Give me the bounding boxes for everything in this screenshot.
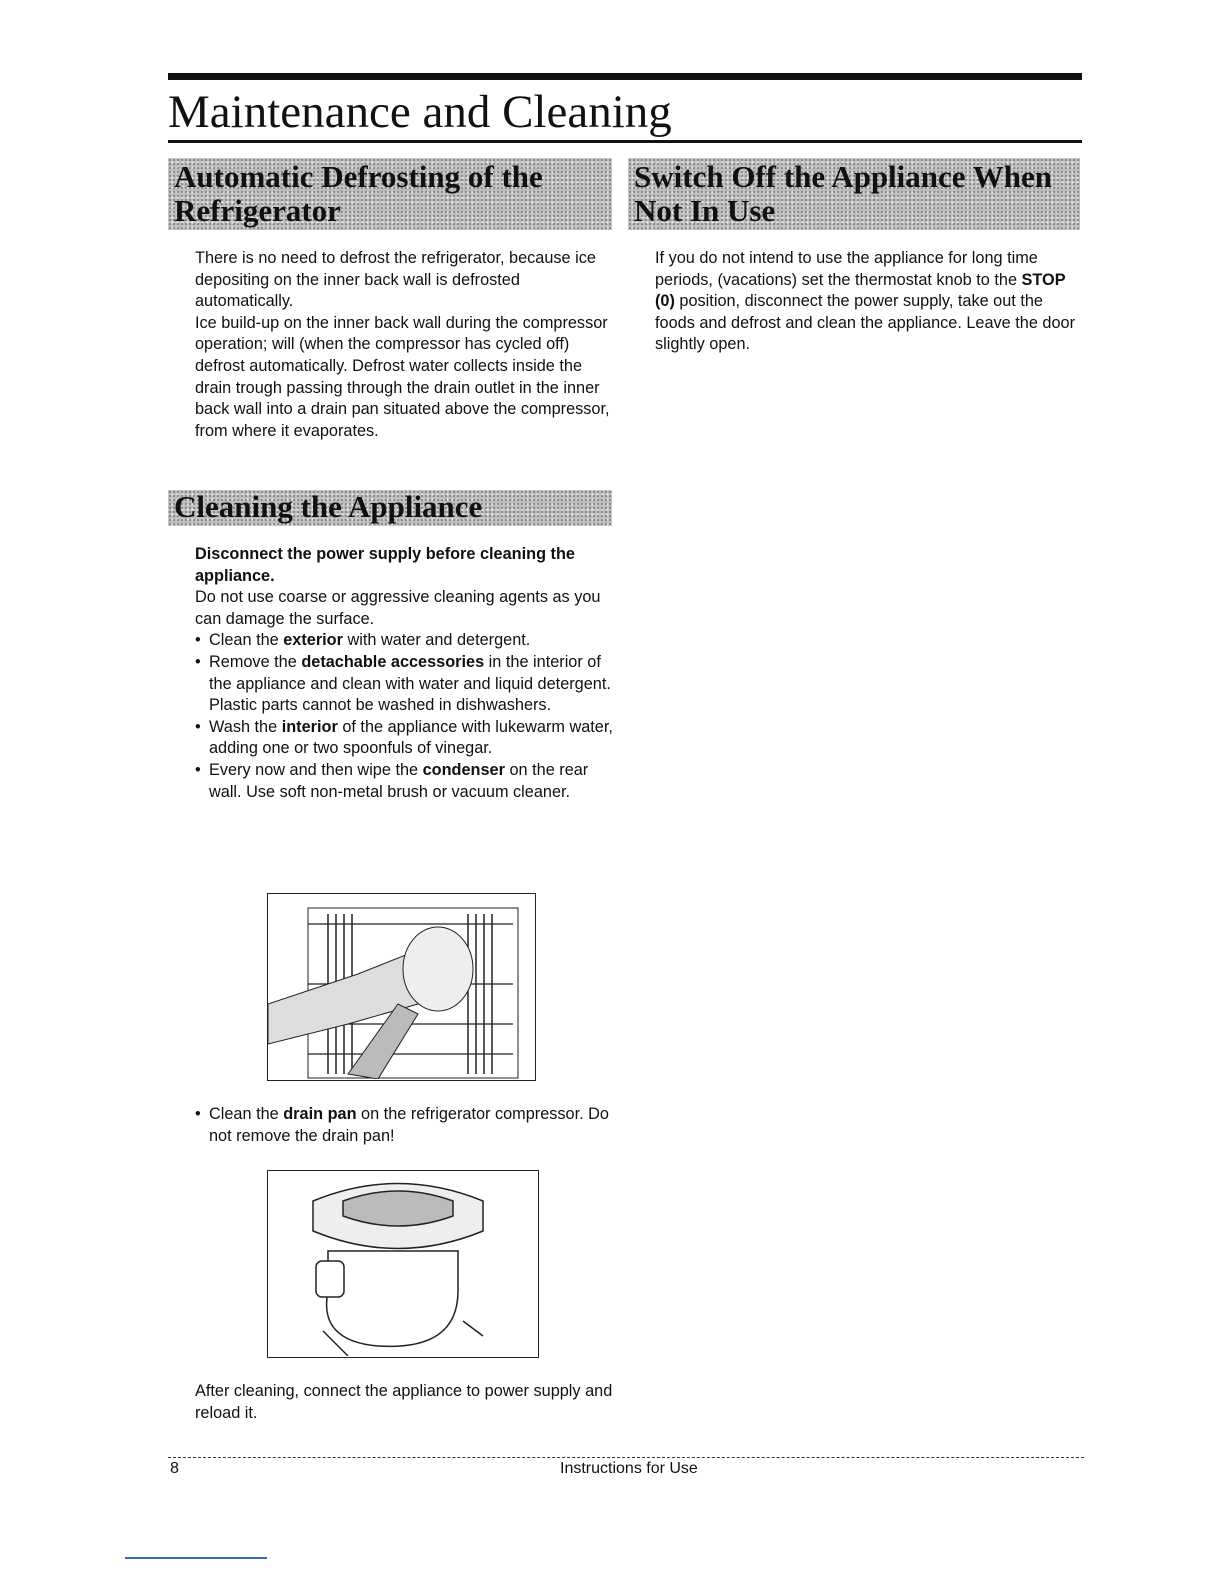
footer-label: Instructions for Use <box>560 1460 698 1477</box>
defrost-text <box>195 248 615 442</box>
text: detachable accessories <box>301 652 485 671</box>
heading-automatic-defrosting <box>168 158 612 230</box>
bullet-item <box>195 630 615 652</box>
stop-position: STOP (0) <box>655 270 1066 311</box>
bottom-mark <box>125 1557 267 1559</box>
text: Clean the <box>209 631 284 650</box>
text: If you do not intend to use the appliance for long time periods, (vacations) set the thermostat knob to the <box>655 249 1038 289</box>
heading-line: Refrigerator <box>174 193 341 228</box>
drain-pan-illustration <box>267 1170 539 1358</box>
heading-cleaning: Cleaning the Appliance <box>168 490 612 526</box>
heading-switch-off <box>628 158 1080 230</box>
text: position, disconnect the power supply, take out the foods and defrost and clean the appliance. Leave the door slightly open. <box>655 292 1076 354</box>
heading-line: Not In Use <box>634 193 776 228</box>
text: condenser <box>422 760 505 779</box>
text: with water and detergent. <box>342 631 531 650</box>
text: Clean the <box>209 1105 284 1123</box>
switch-off-text <box>655 248 1075 356</box>
bullet-item <box>195 760 615 803</box>
text: in the interior of the appliance and clean with water and liquid detergent. Plastic parts cannot be washed in dishwashers. <box>209 652 611 715</box>
drain-pan-text <box>195 1104 615 1147</box>
after-cleaning-text: After cleaning, connect the appliance to power supply and reload it. <box>195 1382 613 1422</box>
cleaning-text <box>195 544 615 803</box>
text: Remove the <box>209 652 302 671</box>
text: of the appliance with lukewarm water, adding one or two spoonfuls of vinegar. <box>209 717 613 758</box>
heading-line: Switch Off the Appliance When <box>634 159 1052 194</box>
paragraph: There is no need to defrost the refrigerator, because ice depositing on the inner back wall is defrosted automatically. <box>195 249 596 311</box>
text: on the refrigerator compressor. Do not remove the drain pan! <box>209 1105 609 1145</box>
condenser-cleaning-illustration <box>267 893 536 1081</box>
top-rule <box>168 73 1082 80</box>
footer-rule <box>168 1457 1084 1458</box>
bullet-item <box>195 717 615 760</box>
text: Every now and then wipe the <box>209 760 423 779</box>
warning: Disconnect the power supply before cleaning the appliance. <box>195 545 575 585</box>
bullet-item <box>195 652 615 717</box>
text: drain pan <box>283 1105 357 1123</box>
heading-line: Automatic Defrosting of the <box>174 159 543 194</box>
bullet-item <box>195 1104 615 1147</box>
paragraph: Do not use coarse or aggressive cleaning agents as you can damage the surface. <box>195 588 601 628</box>
text: interior <box>281 717 338 736</box>
title-rule <box>168 140 1082 143</box>
text: Wash the <box>209 717 282 736</box>
bullet-list <box>195 1104 615 1147</box>
bullet-list <box>195 630 615 803</box>
page-title: Maintenance and Cleaning <box>168 86 672 138</box>
text: on the rear wall. Use soft non-metal brush or vacuum cleaner. <box>209 760 589 801</box>
page-number: 8 <box>170 1460 179 1477</box>
paragraph: Ice build-up on the inner back wall during the compressor operation; will (when the compressor has cycled off) defrost automatically. Defrost water collects inside the drain trough passing through the drain outlet in the inner back wall into a drain pan situated above the compressor, from where it evaporates. <box>195 313 610 440</box>
paragraph <box>655 248 1075 356</box>
text: exterior <box>283 631 343 650</box>
